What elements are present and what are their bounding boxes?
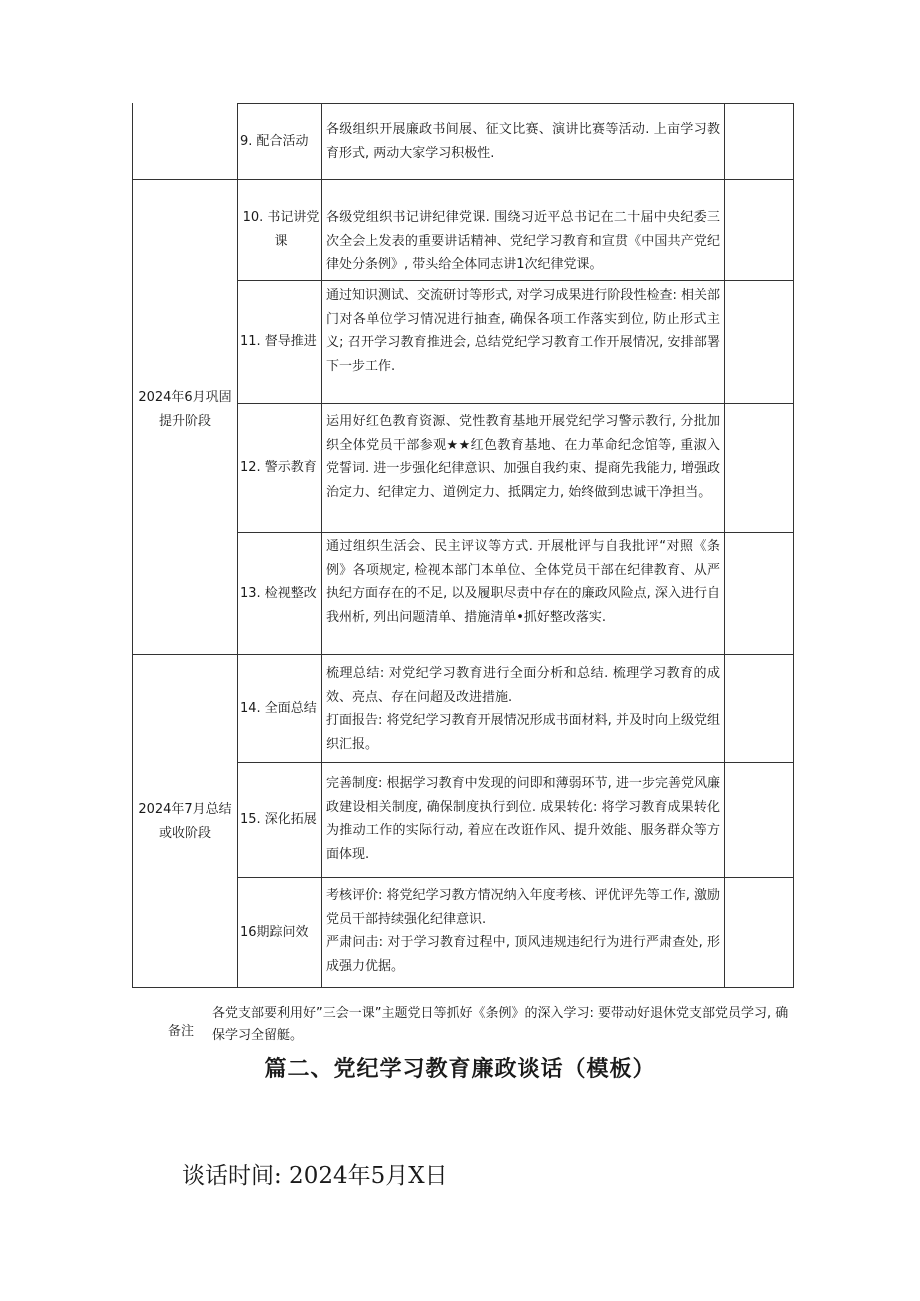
item-content: 运用好红色教育资源、党性教育基地开展党纪学习警示教行, 分批加织全体党员干部参观★★红色教育基地、在力革命纪念馆等, 重淑入党誓词. 进一步强化纪律意识、加强自我约束、提商先我能力, 增强政治定力、纪律定力、道例定力、抵隅定力, 始终做到忠诚干净担当。 [326, 414, 720, 500]
item-content: 通过知识测试、交流研讨等形式, 对学习成果进行阶段性检查: 相关部门对各单位学习情况进行抽查, 确保各项工作落实到位, 防止形式主义; 召开学习教育推进会, 总结党纪学习教育工作开展情况, 安排部署下一步工作. [326, 288, 720, 374]
item-content: 各级党组织书记讲纪律党课. 围绕习近平总书记在二十届中央纪委三次全会上发表的重要讲话精神、党纪学习教育和宣贯《中国共产党纪律处分条例》, 带头给全体同志讲1次纪律党课。 [326, 210, 720, 272]
item-label: 9. 配合活动 [240, 133, 309, 149]
table-border-right [793, 103, 794, 988]
item-label: 15. 深化拓展 [240, 812, 317, 827]
remark-text: 各党支部要利用好”三会一课”主题党日等抓好《条例》的深入学习: 要带动好退休党支部党员学习, 确保学习全留艇。 [212, 1006, 789, 1043]
talk-time: 谈话时间: 2024年5月X日 [182, 1163, 448, 1189]
item-content-paragraph: 梳理总结: 对党纪学习教育进行全面分析和总结. 梳理学习教育的成效、亮点、存在问超及改进措施. [326, 666, 720, 705]
table-border-left [132, 103, 133, 988]
row-divider [132, 654, 794, 655]
phase-cell: 2024年7月总结或收阶段 [138, 802, 232, 841]
row-divider [132, 179, 794, 180]
item-content [326, 884, 720, 978]
table-divider-content [724, 103, 725, 988]
remark-label: 备注 [168, 1024, 195, 1039]
item-label: 14. 全面总结 [240, 700, 317, 716]
item-content [326, 662, 720, 756]
section-title: 篇二、党纪学习教育廉政谈话（模板） [264, 1057, 656, 1082]
item-content: 通过组织生活会、民主评议等方式. 开展枇评与自我批评“对照《条例》各项规定, 检视本部门本单位、全体党员干部在纪律教育、从严执纪方面存在的不足, 以及履职尽责中存在的廉政风险点, 深入进行自我州析, 列出问题清单、措施清单•抓好整改落实. [326, 539, 720, 625]
item-content-paragraph: 打面报告: 将党纪学习教育开展情况形成书面材料, 并及时向上级党组织汇报。 [326, 713, 720, 752]
item-content-paragraph: 严肃问击: 对于学习教育过程中, 顶风违规违纪行为进行严肃查处, 形成强力优据。 [326, 935, 720, 974]
item-label: 10. 书记讲党课 [242, 210, 320, 249]
item-content: 各级组织开展廉政书间展、征文比赛、演讲比赛等活动. 上亩学习教育形式, 两动大家学习积极性. [326, 122, 720, 161]
item-content-paragraph: 考核评价: 将党纪学习教方情况纳入年度考核、评优评先等工作, 激励党员干部持续强化纪律意识. [326, 888, 720, 927]
item-label: 11. 督导推进 [240, 334, 317, 349]
item-label: 12. 警示教育 [240, 460, 317, 475]
item-label: 13. 检视整改 [240, 585, 317, 601]
item-label: 16期踪问效 [240, 924, 309, 940]
table-border-bottom [132, 987, 794, 988]
phase-cell: 2024年6月巩固提升阶段 [138, 390, 232, 429]
item-content: 完善制度: 根据学习教育中发现的问即和薄弱环节, 进一步完善党风廉政建设相关制度, 确保制度执行到位. 成果转化: 将学习教育成果转化为推动工作的实际行动, 着应在改诳作风、提升效能、服务群众等方面体现. [326, 776, 720, 862]
